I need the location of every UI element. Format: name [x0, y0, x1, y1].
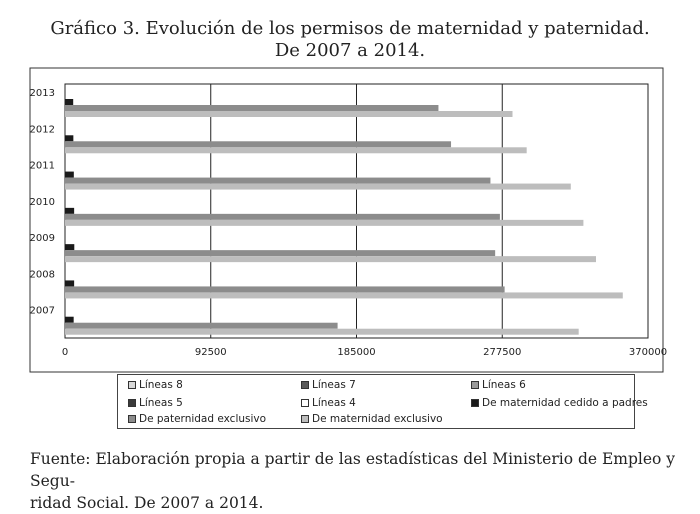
bar: [65, 141, 451, 147]
legend-label: De paternidad exclusivo: [139, 413, 267, 425]
legend-item-maternidad-cedido: [471, 396, 648, 410]
source-note: [30, 448, 678, 514]
x-tick-label: 92500: [194, 347, 227, 358]
legend-label: Líneas 8: [139, 379, 183, 391]
legend-swatch: [301, 381, 309, 389]
legend-item-lineas8: [128, 378, 183, 392]
y-tick-label: 2007: [29, 305, 55, 317]
bar: [65, 208, 74, 214]
bar: [65, 220, 583, 226]
legend-label: De maternidad exclusivo: [312, 413, 443, 425]
bar: [65, 329, 579, 335]
source-line2: ridad Social. De 2007 a 2014.: [30, 494, 264, 512]
bar: [65, 111, 512, 117]
bar: [65, 105, 438, 111]
legend-label: Líneas 5: [139, 397, 183, 409]
x-tick-label: 0: [61, 347, 69, 358]
legend-swatch: [128, 399, 136, 407]
bar: [65, 147, 527, 153]
x-tick-label: 370000: [628, 347, 668, 358]
y-tick-label: 2008: [29, 269, 55, 281]
y-tick-label: 2009: [29, 233, 55, 245]
bar: [65, 244, 74, 250]
legend-item-lineas4: [301, 396, 356, 410]
bar: [65, 214, 500, 220]
legend-swatch: [128, 415, 136, 423]
legend-label: Líneas 6: [482, 379, 526, 391]
bar: [65, 135, 73, 141]
bar: [65, 280, 74, 286]
x-tick-label: 185000: [337, 347, 376, 358]
legend-item-maternidad-exclusivo: [301, 412, 443, 426]
bar: [65, 256, 596, 262]
chart-title-line2: De 2007 a 2014.: [274, 40, 426, 61]
y-tick-label: 2013: [29, 88, 55, 99]
y-tick-label: 2011: [29, 160, 55, 172]
bar: [65, 184, 571, 190]
bar: [65, 323, 338, 329]
bar: [65, 99, 73, 105]
y-tick-label: 2012: [29, 124, 55, 136]
legend-item-lineas6: [471, 378, 526, 392]
x-tick-label: 277500: [483, 347, 522, 358]
legend-item-lineas7: [301, 378, 356, 392]
bar: [65, 317, 74, 323]
bar: [65, 250, 495, 256]
bar: [65, 292, 623, 298]
legend-swatch: [301, 399, 309, 407]
legend-swatch: [471, 381, 479, 389]
legend-label: Líneas 4: [312, 397, 356, 409]
y-tick-label: 2010: [29, 196, 55, 208]
chart-title-line1: Gráfico 3. Evolución de los permisos de maternidad y paternidad.: [50, 18, 650, 39]
bar: [65, 286, 505, 292]
source-line1: Fuente: Elaboración propia a partir de las estadísticas del Ministerio de Empleo y Segu-: [30, 450, 676, 490]
legend-item-lineas5: [128, 396, 183, 410]
chart-legend: [117, 374, 648, 429]
bar: [65, 178, 490, 184]
legend-swatch: [301, 415, 309, 423]
legend-label: De maternidad cedido a padres: [482, 397, 648, 409]
legend-label: Líneas 7: [312, 379, 356, 391]
bar: [65, 172, 74, 178]
legend-swatch: [128, 381, 136, 389]
legend-item-paternidad-exclusivo: [128, 412, 266, 426]
legend-swatch: [471, 399, 479, 407]
